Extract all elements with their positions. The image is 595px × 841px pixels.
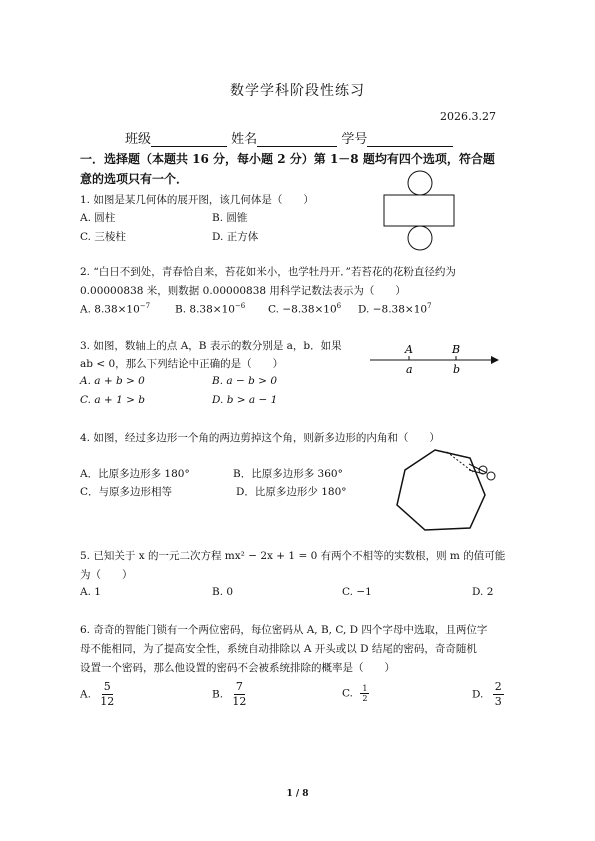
q3-stem-line2: ab < 0，那么下列结论中正确的是（ ） xyxy=(80,358,284,370)
name-blank[interactable] xyxy=(257,132,337,147)
class-label: 班级 xyxy=(125,132,152,147)
q4-option-b[interactable]: B．比原多边形多 360° xyxy=(233,468,343,480)
q6-stem: 6. 奇奇的智能门锁有一个两位密码，每位密码从 A, B, C, D 四个字母中选取，且两位字 xyxy=(80,624,488,636)
q1-option-d[interactable]: D. 正方体 xyxy=(212,231,259,243)
student-info-line xyxy=(125,128,453,147)
section-heading: 一．选择题（本题共 16 分，每小题 2 分）第 1－8 题均有四个选项，符合题 xyxy=(80,152,495,166)
q1-option-b[interactable]: B. 圆锥 xyxy=(212,212,248,224)
q3-option-d[interactable]: D. b > a − 1 xyxy=(212,394,278,406)
q6-option-b[interactable]: B. $\frac{7}{12}$ xyxy=(212,680,247,708)
page-title: 数学学科阶段性练习 xyxy=(230,83,365,99)
q2-option-c[interactable]: C. $-8.38\times 10^6$ xyxy=(268,302,342,316)
id-label: 学号 xyxy=(341,132,368,147)
q1-option-a[interactable]: A. 圆柱 xyxy=(80,212,116,224)
cylinder-net-figure xyxy=(380,168,460,253)
q3-option-c[interactable]: C. a + 1 > b xyxy=(80,394,145,406)
q5-option-d[interactable]: D. 2 xyxy=(472,586,494,598)
q6-stem-line3: 设置一个密码，那么他设置的密码不会被系统排除的概率是（ ） xyxy=(80,662,395,674)
section-heading-line2: 意的选项只有一个． xyxy=(80,172,189,186)
q3-option-a[interactable]: A. a + b > 0 xyxy=(80,375,145,387)
number-line-arrow-icon xyxy=(491,356,499,364)
value-b-label: b xyxy=(453,363,461,376)
q6-stem-line2: 母不能相同，为了提高安全性，系统自动排除以 A 开头或以 D 结尾的密码，奇奇随机 xyxy=(80,643,477,655)
q1-stem: 1. 如图是某几何体的展开图，该几何体是（ ） xyxy=(80,194,314,206)
q6-option-d[interactable]: D. $\frac{2}{3}$ xyxy=(472,680,502,708)
q4-stem: 4. 如图，经过多边形一个角的两边剪掉这个角，则新多边形的内角和（ ） xyxy=(80,432,440,444)
exam-date: 2026.3.27 xyxy=(440,110,496,123)
q6-option-a[interactable]: A. $\frac{5}{12}$ xyxy=(80,680,115,708)
name-label: 姓名 xyxy=(231,132,258,147)
q4-option-d[interactable]: D．比原多边形少 180° xyxy=(236,486,347,498)
q2-option-a[interactable]: A. $8.38\times 10^{-7}$ xyxy=(80,302,151,316)
value-a-label: a xyxy=(406,363,413,376)
q2-option-d[interactable]: D. $-8.38\times 10^7$ xyxy=(358,302,432,316)
q5-stem: 5. 已知关于 x 的一元二次方程 mx² − 2x + 1 = 0 有两个不相等的实数根，则 m 的值可能 xyxy=(80,550,506,562)
point-b-label: B xyxy=(452,343,461,356)
q5-stem-line2: 为（ ） xyxy=(80,569,133,581)
class-blank[interactable] xyxy=(151,132,227,147)
q4-option-c[interactable]: C．与原多边形相等 xyxy=(80,486,173,498)
q2-stem-line2: 0.00000838 米，则数据 0.00000838 用科学记数法表示为（ ） xyxy=(80,285,406,297)
page-number: 1 / 8 xyxy=(286,789,309,799)
q4-option-a[interactable]: A．比原多边形多 180° xyxy=(80,468,190,480)
q2-option-b[interactable]: B. $8.38\times 10^{-6}$ xyxy=(175,302,246,316)
q3-stem: 3. 如图，数轴上的点 A，B 表示的数分别是 a，b．如果 xyxy=(80,340,342,352)
q5-option-a[interactable]: A. 1 xyxy=(80,586,101,598)
point-a-label: A xyxy=(405,343,413,356)
polygon-cut-figure xyxy=(385,440,505,540)
id-blank[interactable] xyxy=(367,132,453,147)
number-line-figure xyxy=(365,340,500,378)
q2-stem: 2. “白日不到处，青春恰自来，苔花如米小，也学牡丹开．”若苔花的花粉直径约为 xyxy=(80,266,456,278)
q6-option-c[interactable]: C. $\frac{1}{2}$ xyxy=(342,684,368,703)
q5-option-b[interactable]: B. 0 xyxy=(212,586,234,598)
q5-option-c[interactable]: C. −1 xyxy=(342,586,372,598)
q1-option-c[interactable]: C. 三棱柱 xyxy=(80,231,126,243)
q3-option-b[interactable]: B. a − b > 0 xyxy=(212,375,277,387)
